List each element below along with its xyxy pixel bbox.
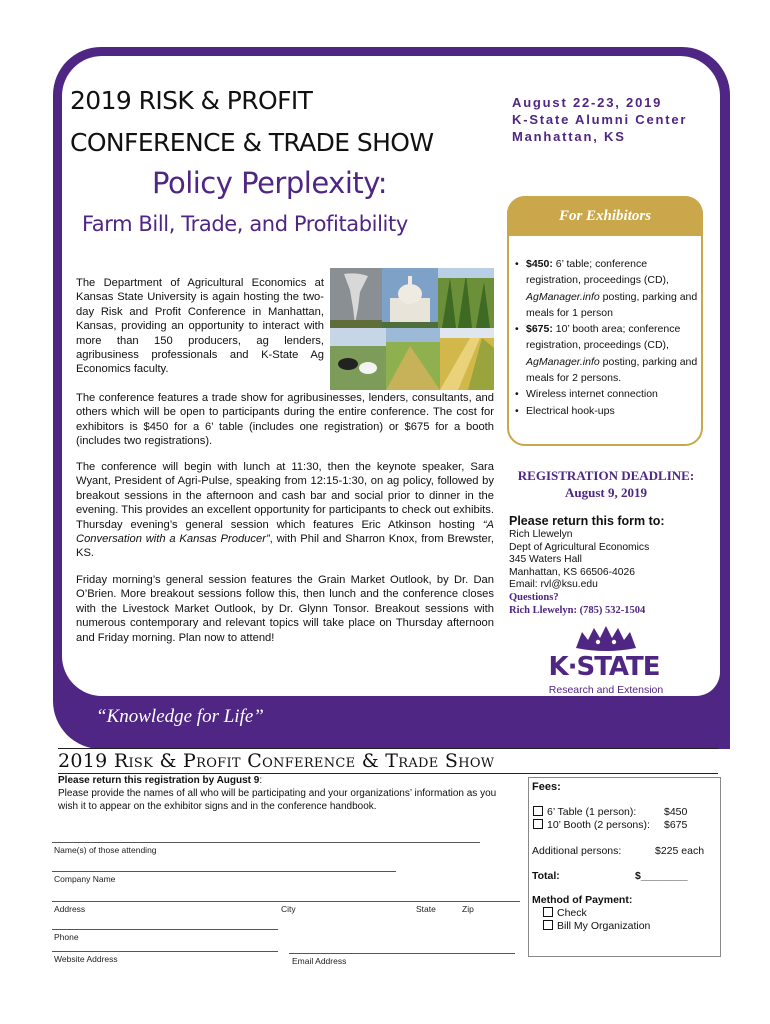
theme-title: Policy Perplexity: (152, 166, 388, 200)
questions-label: Questions? (509, 591, 559, 603)
form-deadline-note: Please return this registration by August 9 (58, 775, 260, 786)
kstate-wordmark: K·STATE (548, 652, 660, 682)
company-label: Company Name (54, 874, 116, 884)
event-date: August 22-23, 2019 (512, 95, 663, 110)
event-venue: K-State Alumni Center (512, 112, 688, 127)
fees-heading: Fees: (532, 781, 561, 793)
zip-label: Zip (462, 904, 474, 914)
check-checkbox[interactable] (543, 907, 553, 917)
collage-graphic (330, 268, 494, 390)
exhibitor-option-booth: • $675: 10’ booth area; conference registration, proceedings (CD), AgManager.info posting, parking and meals for 2 persons. (515, 321, 699, 386)
title-line-2: CONFERENCE & TRADE SHOW (70, 128, 434, 157)
form-instructions-text: Please provide the names of all who will be participating and your organizations’ information as you wish it to appear on the exhibitor signs and in the conference handbook. (58, 787, 497, 812)
exhibitors-box (507, 196, 703, 446)
address-field[interactable] (52, 901, 520, 902)
tagline: “Knowledge for Life” (96, 706, 264, 727)
exhibitor-option-table: • $450: 6’ table; conference registration, proceedings (CD), AgManager.info posting, parking and meals for 1 person (515, 256, 699, 321)
names-field[interactable] (52, 842, 480, 843)
additional-persons-label: Additional persons: (532, 845, 622, 857)
trade-show-paragraph: The conference features a trade show for agribusinesses, lenders, consultants, and others which will be open to participants during the entire conference. The cost for exhibitors is $450 for a 6’ table (includes one registration) or $675 for a booth (includes two registrations). (76, 392, 494, 448)
company-field[interactable] (52, 871, 396, 872)
payment-bill-row: Bill My Organization (543, 920, 650, 932)
names-label: Name(s) of those attending (54, 845, 157, 855)
exhibitors-list (515, 256, 699, 419)
session-title: “A Conversation with a Kansas Producer” (76, 518, 494, 546)
address-label: Address (54, 904, 86, 914)
deadline-label: REGISTRATION DEADLINE: (517, 468, 695, 483)
return-heading: Please return this form to: (509, 514, 665, 528)
fee-booth-row: 10’ Booth (2 persons): (533, 819, 650, 831)
table-checkbox[interactable] (533, 806, 543, 816)
fee-table-row: 6’ Table (1 person): (533, 806, 636, 818)
form-title: 2019 Risk & Profit Conference & Trade Show (58, 750, 495, 772)
intro-paragraph: The Department of Agricultural Economics at Kansas State University is again hosting the two-day Risk and Profit Conference in Manhattan, Kansas, providing an opportunity to interact with more than 150 producers, ag lenders, agribusiness professionals and K-State Ag Economics faculty. (76, 277, 324, 376)
title-line-1: 2019 RISK & PROFIT (70, 86, 313, 115)
fee-table-price: $450 (664, 806, 688, 818)
form-divider-top (58, 748, 718, 749)
registration-deadline (508, 467, 704, 501)
total-value[interactable]: $________ (635, 870, 688, 882)
phone-field[interactable] (52, 929, 278, 930)
exhibitors-heading: For Exhibitors (507, 196, 703, 236)
friday-paragraph: Friday morning’s general session features the Grain Market Outlook, by Dr. Dan O’Brien. More breakout sessions follow this, then lunch and the conference closes with the Livestock Market Outlook, by Dr. Glynn Tonsor. Breakout sessions with numerous contemporary and relevant topics will take place on Thursday afternoon and Friday morning. Plan now to attend! (76, 574, 494, 644)
contact-name: Rich Llewelyn (509, 529, 573, 540)
event-info (512, 94, 722, 145)
payment-heading: Method of Payment: (532, 894, 633, 906)
questions-contact: Rich Llewelyn: (785) 532-1504 (509, 604, 646, 616)
photo-collage (330, 268, 494, 390)
deadline-date: August 9, 2019 (565, 485, 647, 500)
theme-subtitle: Farm Bill, Trade, and Profitability (82, 212, 408, 236)
payment-check-row: Check (543, 907, 587, 919)
contact-email: Email: rvl@ksu.edu (509, 579, 598, 591)
exhibitor-feature-electrical: • Electrical hook-ups (515, 403, 699, 419)
website-field[interactable] (52, 951, 278, 952)
email-field[interactable] (289, 953, 515, 954)
event-location: Manhattan, KS (512, 129, 626, 144)
thursday-paragraph: The conference will begin with lunch at 11:30, then the keynote speaker, Sara Wyant, President of Agri-Pulse, speaking from 12:15-1:30, on ag policy, followed by breakout sessions in the afternoon and cash bar and social prior to dinner in the evening. This provides an excellent opportunity for participants to check out exhibits. Thursday evening’s general session which features Eric Atkinson hosting “A Conversation with a Kansas Producer”, with Phil and Sharron Knox, from Brewster, KS. (76, 461, 494, 560)
city-label: City (281, 904, 296, 914)
booth-checkbox[interactable] (533, 819, 543, 829)
email-label: Email Address (292, 956, 347, 966)
total-label: Total: (532, 870, 560, 882)
conference-title (70, 80, 500, 164)
return-address (509, 529, 705, 592)
contact-city: Manhattan, KS 66506-4026 (509, 566, 635, 578)
return-address-block (509, 514, 705, 617)
kstate-logo (536, 624, 676, 698)
website-label: Website Address (54, 954, 118, 964)
fee-booth-price: $675 (664, 819, 688, 831)
contact-dept: Dept of Agricultural Economics (509, 541, 650, 553)
exhibitor-feature-wifi: • Wireless internet connection (515, 386, 699, 402)
state-label: State (416, 904, 436, 914)
bill-checkbox[interactable] (543, 920, 553, 930)
fees-box (528, 777, 721, 957)
additional-persons-price: $225 each (655, 845, 705, 857)
form-instructions: Please return this registration by August 9: Please provide the names of all who will be participating and your organizations’ information as you wish it to appear on the exhibitor signs and in the conference handbook. (58, 775, 497, 812)
form-divider-bottom (58, 773, 718, 774)
kstate-subtitle: Research and Extension (548, 684, 664, 696)
phone-label: Phone (54, 932, 79, 942)
wildcat-icon (536, 624, 676, 654)
contact-building: 345 Waters Hall (509, 554, 582, 566)
